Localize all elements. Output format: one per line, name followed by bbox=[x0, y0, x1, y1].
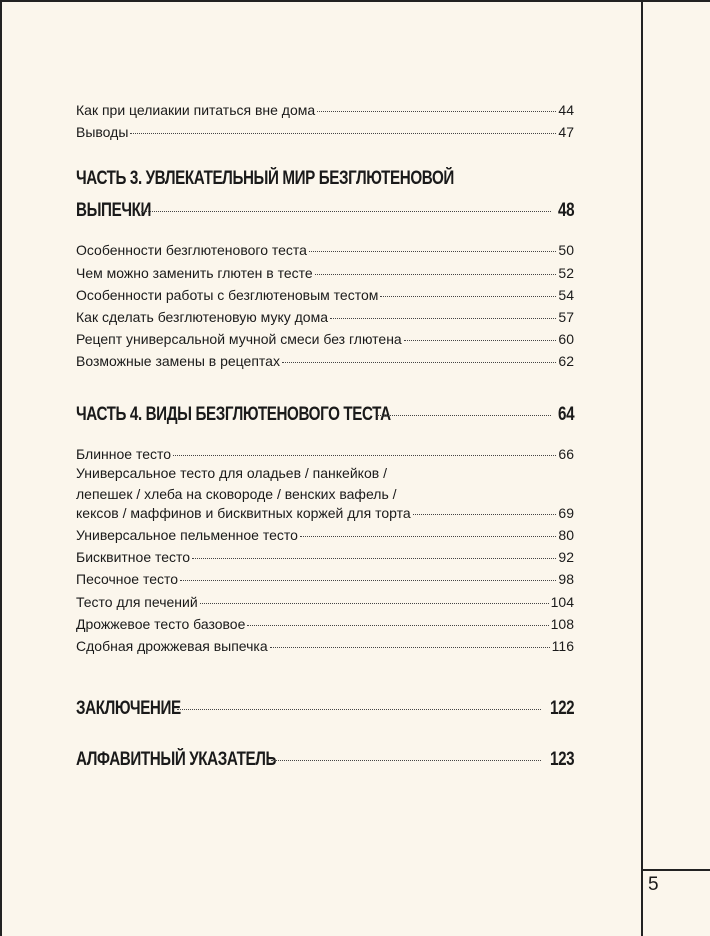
toc-entry-title: Как при целиакии питаться вне дома bbox=[76, 102, 316, 118]
toc-entry[interactable] bbox=[76, 615, 574, 633]
toc-entry-page: 98 bbox=[558, 571, 574, 587]
toc-entry-title: кексов / маффинов и бисквитных коржей для торта bbox=[76, 505, 411, 521]
toc-entry[interactable] bbox=[76, 352, 574, 370]
dot-leader bbox=[282, 362, 556, 363]
toc-entry-title: Выводы bbox=[76, 124, 129, 140]
part-heading-line2[interactable] bbox=[76, 200, 574, 222]
toc-entry-page: 50 bbox=[558, 242, 574, 258]
toc-entry[interactable] bbox=[76, 548, 574, 566]
part-heading[interactable] bbox=[76, 404, 574, 426]
toc-entry-title: Особенности безглютенового теста bbox=[76, 242, 307, 258]
toc-entry-title: лепешек / хлеба на сковороде / венских вафель / bbox=[76, 486, 397, 502]
toc-entry-page: 57 bbox=[558, 309, 574, 325]
dot-leader bbox=[330, 318, 556, 319]
page-number-rule bbox=[641, 869, 710, 871]
toc-entry-title: Тесто для печений bbox=[76, 594, 198, 610]
dot-leader bbox=[271, 760, 541, 761]
toc-entry-title: Чем можно заменить глютен в тесте bbox=[76, 265, 313, 281]
index-title: АЛФАВИТНЫЙ УКАЗАТЕЛЬ bbox=[76, 749, 277, 770]
toc-entry-title: Песочное тесто bbox=[76, 571, 179, 587]
dot-leader bbox=[315, 274, 557, 275]
toc-entry-title: Рецепт универсальной мучной смеси без глютена bbox=[76, 331, 402, 347]
margin-rule bbox=[641, 0, 643, 936]
dot-leader bbox=[200, 603, 549, 604]
part-page: 64 bbox=[558, 404, 575, 425]
toc-entry-page: 52 bbox=[558, 265, 574, 281]
toc-entry-title: Блинное тесто bbox=[76, 446, 172, 462]
toc-entry-page: 62 bbox=[558, 353, 574, 369]
toc-entry-title: Как сделать безглютеновую муку дома bbox=[76, 309, 329, 325]
dot-leader bbox=[404, 340, 557, 341]
toc-entry-title: Универсальное пельменное тесто bbox=[76, 527, 298, 543]
toc-entry-title: Бисквитное тесто bbox=[76, 549, 191, 565]
toc-entry[interactable] bbox=[76, 286, 574, 304]
toc-entry[interactable] bbox=[76, 330, 574, 348]
toc-entry-page: 44 bbox=[558, 102, 574, 118]
toc-entry[interactable] bbox=[76, 526, 574, 544]
toc-entry[interactable] bbox=[76, 264, 574, 282]
toc-entry-page: 108 bbox=[550, 616, 574, 632]
dot-leader bbox=[141, 211, 551, 212]
toc-entry-title: Особенности работы с безглютеновым тестом bbox=[76, 287, 379, 303]
toc-entry-title: Дрожжевое тесто базовое bbox=[76, 616, 246, 632]
toc-entry-page: 60 bbox=[558, 331, 574, 347]
toc-entry[interactable] bbox=[76, 308, 574, 326]
toc-entry-title: Сдобная дрожжевая выпечка bbox=[76, 638, 268, 654]
dot-leader bbox=[309, 251, 556, 252]
conclusion-page: 122 bbox=[550, 698, 575, 719]
toc-entry[interactable] bbox=[76, 593, 574, 611]
toc-entry-multiline-line1[interactable] bbox=[76, 464, 574, 482]
toc-entry[interactable] bbox=[76, 504, 574, 522]
toc-entry-page: 54 bbox=[558, 287, 574, 303]
dot-leader bbox=[130, 133, 556, 134]
toc-entry-page: 116 bbox=[551, 638, 574, 654]
dot-leader bbox=[300, 536, 557, 537]
toc-entry-title: Возможные замены в рецептах bbox=[76, 353, 280, 369]
toc-entry[interactable] bbox=[76, 445, 574, 463]
dot-leader bbox=[377, 415, 551, 416]
dot-leader bbox=[270, 647, 550, 648]
dot-leader bbox=[247, 625, 548, 626]
toc-entry-page: 69 bbox=[558, 505, 574, 521]
toc-entry-multiline-line2[interactable] bbox=[76, 485, 574, 503]
dot-leader bbox=[180, 580, 556, 581]
dot-leader bbox=[380, 296, 556, 297]
conclusion-heading[interactable] bbox=[76, 698, 574, 720]
toc-entry-page: 80 bbox=[558, 527, 574, 543]
toc-entry-page: 92 bbox=[558, 549, 574, 565]
page-number: 5 bbox=[648, 874, 659, 895]
dot-leader bbox=[317, 111, 556, 112]
part-heading[interactable] bbox=[76, 168, 574, 190]
part-page: 48 bbox=[558, 200, 575, 221]
dot-leader bbox=[192, 558, 556, 559]
part-title: ЧАСТЬ 4. ВИДЫ БЕЗГЛЮТЕНОВОГО ТЕСТА bbox=[76, 404, 391, 425]
toc-entry[interactable] bbox=[76, 101, 574, 119]
dot-leader bbox=[177, 709, 541, 710]
dot-leader bbox=[173, 455, 556, 456]
toc-entry-page: 47 bbox=[558, 124, 574, 140]
toc-entry-title: Универсальное тесто для оладьев / панкейков / bbox=[76, 465, 387, 481]
toc-entry[interactable] bbox=[76, 123, 574, 141]
toc-entry[interactable] bbox=[76, 241, 574, 259]
toc-entry-page: 66 bbox=[558, 446, 574, 462]
toc-entry[interactable] bbox=[76, 570, 574, 588]
part-title-line2: ВЫПЕЧКИ bbox=[76, 200, 152, 221]
conclusion-title: ЗАКЛЮЧЕНИЕ bbox=[76, 698, 181, 719]
part-title-line1: ЧАСТЬ 3. УВЛЕКАТЕЛЬНЫЙ МИР БЕЗГЛЮТЕНОВОЙ bbox=[76, 168, 454, 189]
index-heading[interactable] bbox=[76, 749, 574, 771]
dot-leader bbox=[413, 514, 557, 515]
index-page: 123 bbox=[550, 749, 575, 770]
toc-entry-page: 104 bbox=[550, 594, 574, 610]
toc-entry[interactable] bbox=[76, 637, 574, 655]
